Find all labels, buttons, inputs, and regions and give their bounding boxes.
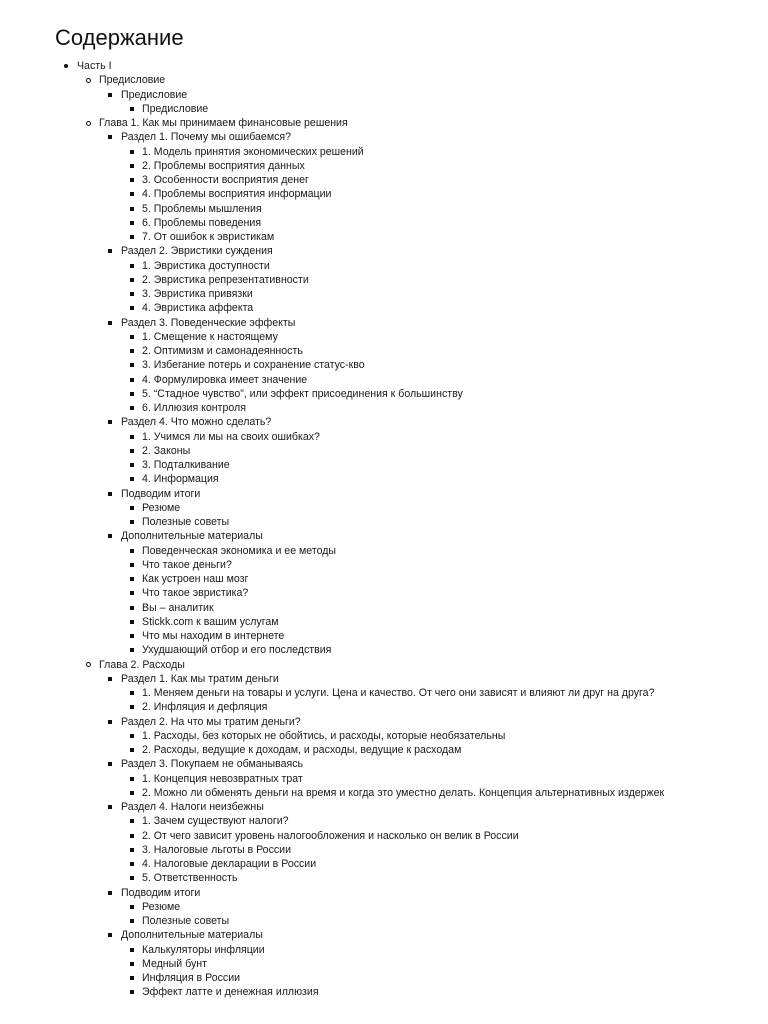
toc-entry-label: 2. Расходы, ведущие к доходам, и расходы, ведущие к расходам (142, 744, 462, 756)
toc-entry-label: 4. Налоговые декларации в России (142, 858, 317, 870)
toc-entry[interactable] (0, 672, 768, 686)
toc-entry[interactable] (0, 914, 768, 928)
toc-entry[interactable] (0, 316, 768, 330)
toc-entry[interactable] (0, 586, 768, 600)
square-bullet-icon (130, 629, 138, 643)
toc-entry[interactable] (0, 544, 768, 558)
square-bullet-icon (108, 244, 116, 258)
toc-entry[interactable] (0, 458, 768, 472)
circle-bullet-icon (86, 658, 94, 672)
toc-entry-label: Резюме (142, 900, 181, 913)
toc-entry[interactable] (0, 116, 768, 130)
toc-entry[interactable] (0, 444, 768, 458)
toc-entry[interactable] (0, 387, 768, 401)
toc-entry-label: Раздел 4. Налоги неизбежны (121, 801, 264, 813)
toc-entry[interactable] (0, 287, 768, 301)
toc-entry-label: Резюме (142, 501, 181, 514)
square-bullet-icon (130, 586, 138, 600)
toc-entry-label: 2. Проблемы восприятия данных (142, 159, 305, 172)
square-bullet-icon (108, 672, 116, 686)
toc-entry[interactable] (0, 786, 768, 800)
toc-entry[interactable] (0, 772, 768, 786)
toc-entry[interactable] (0, 643, 768, 657)
toc-entry[interactable] (0, 700, 768, 714)
square-bullet-icon (130, 643, 138, 657)
toc-entry-label: 1. Модель принятия экономических решений (142, 145, 364, 158)
square-bullet-icon (130, 373, 138, 387)
square-bullet-icon (130, 871, 138, 885)
toc-entry[interactable] (0, 615, 768, 629)
toc-entry-label: Stickk.com к вашим услугам (142, 615, 279, 628)
toc-entry[interactable] (0, 330, 768, 344)
toc-entry[interactable] (0, 430, 768, 444)
toc-entry-label: Предисловие (99, 74, 166, 87)
toc-entry-label: 2. Законы (142, 444, 191, 457)
square-bullet-icon (130, 472, 138, 486)
toc-entry[interactable] (0, 187, 768, 201)
square-bullet-icon (130, 515, 138, 529)
toc-entry[interactable] (0, 686, 768, 700)
toc-entry[interactable] (0, 957, 768, 971)
toc-entry-label: Раздел 1. Как мы тратим деньги (121, 672, 279, 685)
toc-entry-label: 1. Эвристика доступности (142, 259, 270, 272)
toc-entry-label: 3. Эвристика привязки (142, 288, 253, 300)
square-bullet-icon (130, 202, 138, 216)
toc-entry[interactable] (0, 928, 768, 942)
toc-entry[interactable] (0, 358, 768, 372)
toc-entry[interactable] (0, 173, 768, 187)
toc-entry[interactable] (0, 729, 768, 743)
toc-entry[interactable] (0, 900, 768, 914)
toc-entry[interactable] (0, 658, 768, 672)
toc-entry-label: Дополнительные материалы (121, 929, 263, 942)
toc-entry-label: 1. Расходы, без которых не обойтись, и расходы, которые необязательны (142, 729, 506, 742)
toc-entry[interactable] (0, 202, 768, 216)
square-bullet-icon (130, 145, 138, 159)
toc-entry[interactable] (0, 216, 768, 230)
toc-entry[interactable] (0, 943, 768, 957)
toc-entry-label: Как устроен наш мозг (142, 573, 249, 585)
square-bullet-icon (108, 800, 116, 814)
toc-entry-label: 2. Эвристика репрезентативности (142, 273, 309, 286)
toc-entry-label: 1. Смещение к настоящему (142, 330, 278, 343)
square-bullet-icon (130, 430, 138, 444)
square-bullet-icon (108, 88, 116, 102)
toc-entry[interactable] (0, 145, 768, 159)
toc-entry-label: Предисловие (142, 102, 209, 115)
circle-bullet-icon (86, 73, 94, 87)
square-bullet-icon (130, 501, 138, 515)
toc-entry-label: Инфляция в России (142, 972, 241, 984)
square-bullet-icon (130, 230, 138, 244)
square-bullet-icon (130, 344, 138, 358)
toc-entry-label: Полезные советы (142, 915, 230, 927)
toc-entry[interactable] (0, 102, 768, 116)
square-bullet-icon (130, 615, 138, 629)
toc-entry[interactable] (0, 230, 768, 244)
square-bullet-icon (130, 458, 138, 472)
square-bullet-icon (130, 957, 138, 971)
toc-entry-label: Калькуляторы инфляции (142, 943, 265, 956)
toc-entry-label: Медный бунт (142, 957, 207, 970)
toc-entry-label: 1. Зачем существуют налоги? (142, 815, 289, 828)
toc-entry-label: 2. Инфляция и дефляция (142, 701, 268, 714)
toc-entry[interactable] (0, 814, 768, 828)
toc-entry-label: Ухудшающий отбор и его последствия (142, 644, 332, 657)
toc-entry-label: Дополнительные материалы (121, 530, 263, 543)
toc-entry-label: 3. Особенности восприятия денег (142, 174, 309, 186)
table-of-contents (0, 59, 768, 1000)
square-bullet-icon (130, 301, 138, 315)
toc-entry-label: Часть I (77, 60, 112, 72)
square-bullet-icon (130, 387, 138, 401)
disc-bullet-icon (64, 59, 72, 73)
square-bullet-icon (130, 330, 138, 344)
toc-entry-label: 3. Налоговые льготы в России (142, 843, 292, 856)
square-bullet-icon (108, 715, 116, 729)
toc-entry[interactable] (0, 743, 768, 757)
toc-entry-label: Предисловие (121, 88, 188, 101)
toc-entry-label: 4. Информация (142, 473, 219, 486)
square-bullet-icon (130, 700, 138, 714)
toc-entry[interactable] (0, 843, 768, 857)
toc-entry[interactable] (0, 273, 768, 287)
toc-entry[interactable] (0, 857, 768, 871)
square-bullet-icon (108, 886, 116, 900)
toc-entry-label: 2. Оптимизм и самонадеянность (142, 345, 303, 357)
square-bullet-icon (130, 914, 138, 928)
square-bullet-icon (108, 757, 116, 771)
square-bullet-icon (108, 415, 116, 429)
toc-entry-label: Поведенческая экономика и ее методы (142, 544, 337, 557)
toc-entry[interactable] (0, 529, 768, 543)
toc-entry[interactable] (0, 401, 768, 415)
toc-entry-label: Раздел 1. Почему мы ошибаемся? (121, 131, 292, 144)
page-title: Содержание (55, 25, 184, 50)
square-bullet-icon (130, 572, 138, 586)
square-bullet-icon (130, 985, 138, 999)
toc-entry[interactable] (0, 800, 768, 814)
square-bullet-icon (130, 971, 138, 985)
toc-entry[interactable] (0, 501, 768, 515)
toc-entry[interactable] (0, 73, 768, 87)
toc-entry-label: Раздел 3. Покупаем не обманываясь (121, 758, 304, 771)
toc-entry[interactable] (0, 715, 768, 729)
square-bullet-icon (108, 130, 116, 144)
toc-entry[interactable] (0, 558, 768, 572)
square-bullet-icon (130, 173, 138, 187)
toc-entry-label: 7. От ошибок к эвристикам (142, 231, 275, 243)
square-bullet-icon (130, 444, 138, 458)
square-bullet-icon (130, 401, 138, 415)
square-bullet-icon (130, 729, 138, 743)
toc-entry[interactable] (0, 244, 768, 258)
toc-entry[interactable] (0, 301, 768, 315)
toc-entry-label: 5. “Стадное чувство”, или эффект присоединения к большинству (142, 387, 463, 400)
toc-entry-label: 4. Эвристика аффекта (142, 302, 254, 315)
toc-entry-label: Вы – аналитик (142, 601, 214, 614)
toc-entry-label: Глава 2. Расходы (99, 658, 185, 671)
square-bullet-icon (130, 358, 138, 372)
toc-entry[interactable] (0, 159, 768, 173)
toc-entry[interactable] (0, 373, 768, 387)
square-bullet-icon (130, 786, 138, 800)
toc-entry[interactable] (0, 985, 768, 999)
toc-entry-label: 2. От чего зависит уровень налогообложения и насколько он велик в России (142, 829, 519, 842)
square-bullet-icon (130, 843, 138, 857)
square-bullet-icon (130, 259, 138, 273)
toc-entry-label: 1. Концепция невозвратных трат (142, 772, 303, 785)
toc-entry-label: 2. Можно ли обменять деньги на время и когда это уместно делать. Концепция альтернативных издержек (142, 786, 665, 799)
toc-entry-label: Что такое эвристика? (142, 587, 249, 600)
toc-entry[interactable] (0, 259, 768, 273)
square-bullet-icon (130, 544, 138, 558)
toc-entry-label: Раздел 4. Что можно сделать? (121, 416, 272, 429)
square-bullet-icon (130, 900, 138, 914)
toc-entry[interactable] (0, 829, 768, 843)
toc-entry-label: 4. Проблемы восприятия информации (142, 188, 332, 201)
square-bullet-icon (108, 928, 116, 942)
square-bullet-icon (130, 686, 138, 700)
toc-entry[interactable] (0, 130, 768, 144)
toc-entry[interactable] (0, 886, 768, 900)
square-bullet-icon (130, 558, 138, 572)
square-bullet-icon (130, 772, 138, 786)
toc-entry[interactable] (0, 487, 768, 501)
toc-entry-label: Подводим итоги (121, 487, 201, 500)
toc-entry-label: Что мы находим в интернете (142, 630, 285, 642)
toc-entry[interactable] (0, 971, 768, 985)
toc-entry-label: 5. Проблемы мышления (142, 202, 262, 215)
toc-entry[interactable] (0, 629, 768, 643)
toc-entry-label: 1. Учимся ли мы на своих ошибках? (142, 430, 320, 443)
toc-entry-label: Раздел 2. На что мы тратим деньги? (121, 715, 301, 728)
square-bullet-icon (130, 216, 138, 230)
square-bullet-icon (130, 287, 138, 301)
toc-entry-label: Раздел 3. Поведенческие эффекты (121, 316, 296, 329)
square-bullet-icon (130, 601, 138, 615)
toc-entry-label: Полезные советы (142, 516, 230, 528)
square-bullet-icon (130, 102, 138, 116)
toc-entry[interactable] (0, 601, 768, 615)
toc-entry-label: Глава 1. Как мы принимаем финансовые решения (99, 117, 348, 129)
toc-entry-label: 5. Ответственность (142, 872, 238, 885)
toc-entry-label: 3. Подталкивание (142, 459, 230, 471)
toc-entry[interactable] (0, 757, 768, 771)
toc-entry[interactable] (0, 415, 768, 429)
square-bullet-icon (130, 814, 138, 828)
square-bullet-icon (108, 487, 116, 501)
square-bullet-icon (130, 273, 138, 287)
square-bullet-icon (130, 159, 138, 173)
toc-entry-label: Эффект латте и денежная иллюзия (142, 986, 319, 999)
toc-entry[interactable] (0, 59, 768, 73)
toc-entry[interactable] (0, 472, 768, 486)
toc-entry[interactable] (0, 871, 768, 885)
square-bullet-icon (130, 743, 138, 757)
toc-entry-label: 6. Иллюзия контроля (142, 402, 246, 414)
toc-entry-label: Что такое деньги? (142, 558, 232, 571)
square-bullet-icon (108, 316, 116, 330)
toc-entry[interactable] (0, 344, 768, 358)
square-bullet-icon (130, 943, 138, 957)
toc-entry-label: 3. Избегание потерь и сохранение статус-кво (142, 359, 365, 372)
square-bullet-icon (130, 829, 138, 843)
toc-entry-label: 6. Проблемы поведения (142, 216, 262, 229)
toc-entry-label: Раздел 2. Эвристики суждения (121, 245, 273, 258)
square-bullet-icon (108, 529, 116, 543)
square-bullet-icon (130, 187, 138, 201)
circle-bullet-icon (86, 116, 94, 130)
toc-entry-label: Подводим итоги (121, 886, 201, 899)
square-bullet-icon (130, 857, 138, 871)
toc-entry-label: 4. Формулировка имеет значение (142, 373, 308, 386)
toc-entry[interactable] (0, 88, 768, 102)
toc-entry-label: 1. Меняем деньги на товары и услуги. Цена и качество. От чего они зависят и влияют ли друг на друга? (142, 687, 655, 699)
toc-entry[interactable] (0, 572, 768, 586)
toc-entry[interactable] (0, 515, 768, 529)
